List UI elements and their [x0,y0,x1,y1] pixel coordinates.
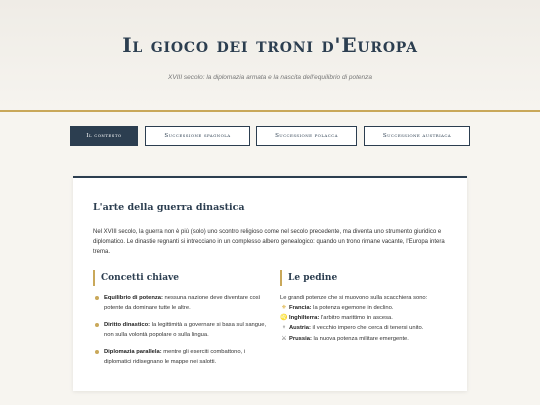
concept-text: la legittimità a governare si basa sul sangue, non sulla volontà popolare o sulla lingua. [104,322,267,338]
bullet-icon [95,296,99,300]
eagle-icon: ♆ [281,325,287,332]
concepts-list [93,293,268,374]
power-name: Inghilterra: [289,315,320,322]
list-item [93,293,268,313]
concept-term: Diplomazia parallela: [104,349,162,355]
card-title: L'arte della guerra dinastica [93,202,245,213]
list-item [93,347,268,367]
power-text: la potenza egemone in declino. [311,305,394,311]
list-item [280,313,460,323]
tab-spanish-succession[interactable]: Successione spagnola [145,126,250,146]
bullet-icon [95,323,99,327]
page-header [0,0,540,112]
list-item [93,320,268,340]
fleur-de-lis-icon: ⚜ [281,305,287,311]
power-name: Austria: [289,325,311,332]
pawns-heading: Le pedine [280,270,450,286]
list-item [280,334,460,344]
bullet-icon [95,350,99,354]
power-text: il vecchio impero che cerca di tenersi unito. [310,325,424,332]
power-text: l'arbitro marittimo in ascesa. [319,315,393,322]
concept-term: Equilibrio di potenza: [104,295,163,301]
crossed-swords-icon: ⚔ [281,335,287,342]
power-name: Prussia: [289,335,312,342]
page-title: Il gioco dei troni d'Europa [122,33,418,57]
page-subtitle: XVIII secolo: la diplomazia armata e la nascita dell'equilibrio di potenza [168,74,372,81]
card-intro-text: Nel XVIII secolo, la guerra non è più (solo) uno scontro religioso come nel secolo precedente, ma diventa uno strumento giuridico e diplomatico. Le dinastie regnanti si intrecciano in un complesso albero genealogico: quando un trono rimane vacante, l'Europa intera trema. [93,229,445,255]
list-item [280,323,460,333]
content-card [73,176,467,391]
tab-austrian-succession[interactable]: Successione austriaca [364,126,470,146]
concept-text: mentre gli eserciti combattono, i diplomatici ridisegnano le mappe nei salotti. [104,349,246,365]
concepts-heading: Concetti chiave [93,270,263,286]
power-text: la nuova potenza militare emergente. [311,335,409,342]
list-item [280,303,460,313]
tab-context[interactable]: Il contesto [70,126,138,146]
pawns-intro-text: Le grandi potenze che si muovono sulla scacchiera sono: [280,295,428,301]
tab-bar [0,126,540,146]
power-name: Francia: [289,305,312,311]
tab-polish-succession[interactable]: Successione polacca [256,126,357,146]
concept-text: nessuna nazione deve diventare così potente da dominare tutte le altre. [104,295,261,311]
lion-icon: ♌ [280,315,288,322]
concept-term: Diritto dinastico: [104,322,151,328]
pawns-list [280,303,460,344]
